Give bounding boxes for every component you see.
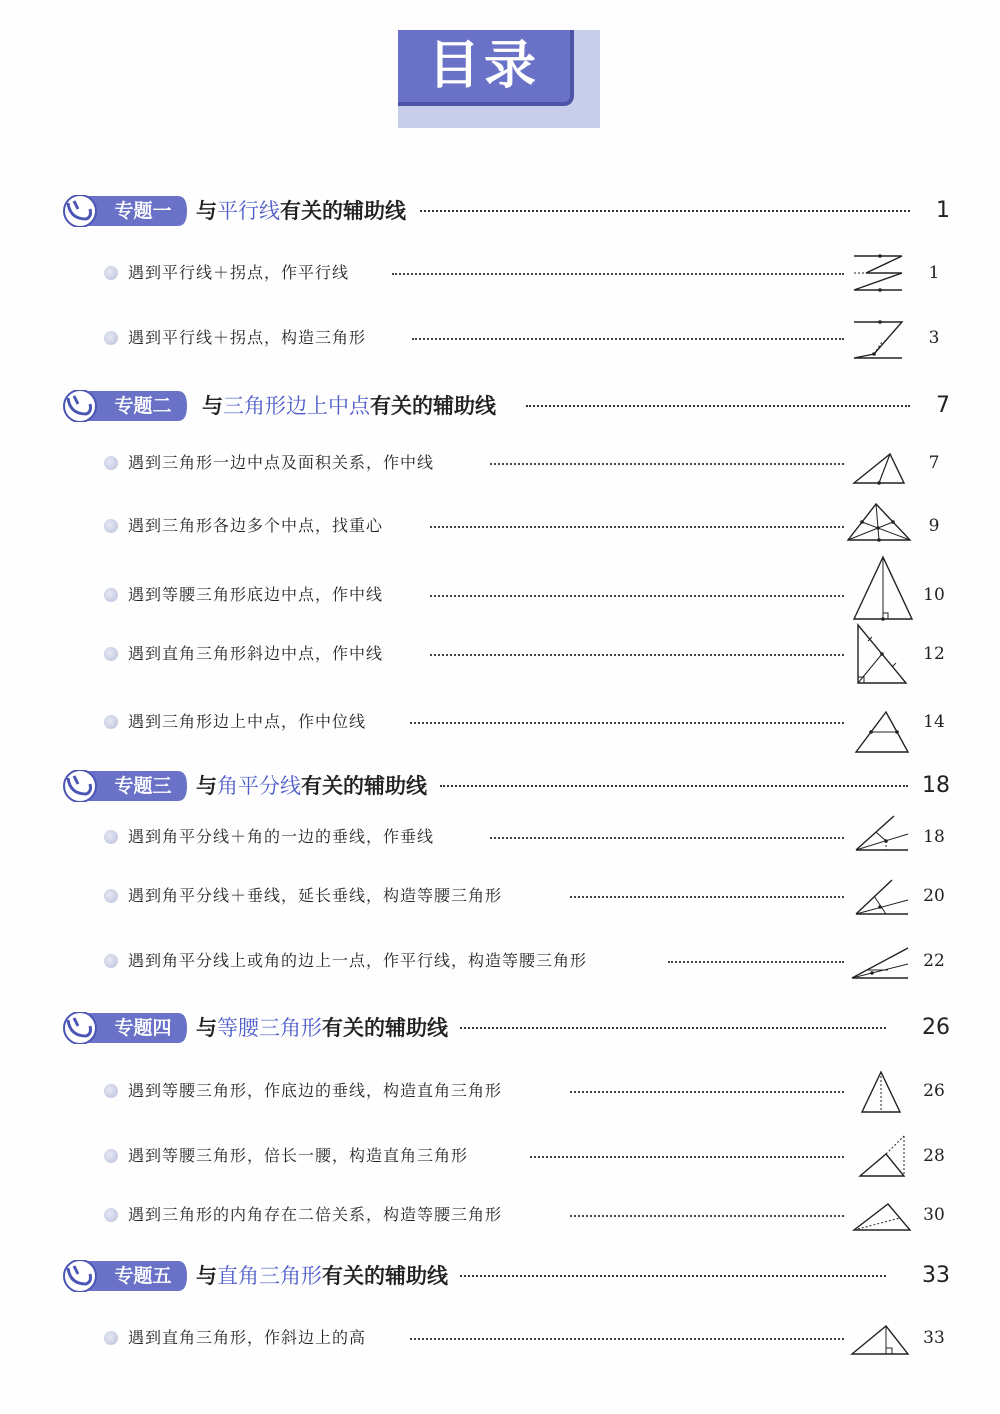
toc-item-label: 遇到等腰三角形，作底边的垂线，构造直角三角形 — [128, 1081, 503, 1100]
bullet-icon — [104, 331, 118, 345]
topic-badge-label: 专题二 — [114, 395, 172, 417]
toc-item-label: 遇到三角形一边中点及面积关系，作中线 — [128, 453, 435, 472]
dot-leader — [530, 1156, 844, 1158]
triangle-centroid-icon — [846, 500, 912, 544]
bullet-icon — [104, 647, 118, 661]
topic-heading-2[interactable] — [60, 388, 950, 424]
dot-leader — [570, 1091, 844, 1093]
dot-leader — [430, 654, 844, 656]
toc-item-label: 遇到直角三角形斜边中点，作中线 — [128, 644, 384, 663]
bisector-parallel-icon — [848, 944, 912, 982]
toc-item-label: 遇到角平分线＋角的一边的垂线，作垂线 — [128, 827, 435, 846]
toc-item-page: 28 — [923, 1146, 945, 1166]
toc-item[interactable] — [104, 580, 944, 610]
toc-item-label: 遇到直角三角形，作斜边上的高 — [128, 1328, 367, 1347]
topic-badge — [60, 195, 188, 227]
toc-item-label: 遇到三角形各边多个中点，找重心 — [128, 516, 384, 535]
toc-item-page: 3 — [928, 328, 940, 348]
toc-item-page: 10 — [923, 585, 945, 605]
bullet-icon — [104, 1084, 118, 1098]
toc-item-label: 遇到平行线＋拐点，构造三角形 — [128, 328, 367, 347]
topic-page-number: 26 — [922, 1015, 950, 1040]
topic-page-number: 18 — [922, 773, 950, 798]
toc-item-page: 7 — [928, 453, 940, 473]
toc-item[interactable] — [104, 1141, 944, 1171]
toc-item-label: 遇到三角形的内角存在二倍关系，构造等腰三角形 — [128, 1205, 503, 1224]
topic-title: 与等腰三角形有关的辅助线 — [196, 1016, 448, 1040]
bullet-icon — [104, 889, 118, 903]
topic-title: 与角平分线有关的辅助线 — [196, 774, 427, 798]
isosceles-altitude-icon — [858, 1068, 904, 1116]
topic-badge — [60, 1260, 188, 1292]
topic-badge-label: 专题一 — [114, 200, 172, 222]
toc-item[interactable] — [104, 881, 944, 911]
topic-page-number: 7 — [936, 393, 950, 418]
bullet-icon — [104, 519, 118, 533]
toc-item[interactable] — [104, 707, 944, 737]
toc-item-page: 22 — [923, 951, 945, 971]
page-title: 目录 — [398, 30, 574, 106]
topic-badge-label: 专题五 — [114, 1265, 172, 1287]
bullet-icon — [104, 456, 118, 470]
topic-title: 与三角形边上中点有关的辅助线 — [202, 394, 496, 418]
isosceles-double-icon — [856, 1134, 908, 1180]
toc-item-page: 30 — [923, 1205, 945, 1225]
bullet-icon — [104, 1149, 118, 1163]
toc-item[interactable] — [104, 323, 944, 353]
dot-leader — [490, 463, 844, 465]
toc-item[interactable] — [104, 448, 944, 478]
toc-item-label: 遇到角平分线上或角的边上一点，作平行线，构造等腰三角形 — [128, 951, 588, 970]
dot-leader — [526, 405, 910, 407]
toc-item-page: 14 — [923, 712, 945, 732]
toc-item[interactable] — [104, 511, 944, 541]
bullet-icon — [104, 266, 118, 280]
toc-item-page: 9 — [928, 516, 940, 536]
toc-item[interactable] — [104, 639, 944, 669]
zigzag-triangle-icon — [852, 318, 906, 362]
dot-leader — [430, 595, 844, 597]
toc-item-page: 33 — [923, 1328, 945, 1348]
dot-leader — [392, 273, 844, 275]
topic-badge — [60, 390, 188, 422]
toc-item-page: 26 — [923, 1081, 945, 1101]
dot-leader — [460, 1275, 886, 1277]
toc-item-label: 遇到等腰三角形底边中点，作中线 — [128, 585, 384, 604]
bullet-icon — [104, 830, 118, 844]
dot-leader — [490, 837, 844, 839]
bullet-icon — [104, 588, 118, 602]
bisector-perpendicular-icon — [852, 812, 912, 854]
double-angle-icon — [850, 1198, 914, 1234]
dot-leader — [570, 896, 844, 898]
toc-item-page: 20 — [923, 886, 945, 906]
toc-item-label: 遇到平行线＋拐点，作平行线 — [128, 263, 350, 282]
topic-badge — [60, 770, 188, 802]
topic-page-number: 33 — [922, 1263, 950, 1288]
toc-item-page: 18 — [923, 827, 945, 847]
dot-leader — [412, 338, 844, 340]
dot-leader — [420, 210, 910, 212]
toc-item[interactable] — [104, 1323, 944, 1353]
toc-item[interactable] — [104, 822, 944, 852]
toc-item-page: 1 — [928, 263, 940, 283]
hypotenuse-altitude-icon — [848, 1322, 912, 1358]
triangle-median-icon — [850, 450, 908, 486]
dot-leader — [440, 785, 908, 787]
toc-item[interactable] — [104, 258, 944, 288]
topic-badge — [60, 1012, 188, 1044]
dot-leader — [430, 526, 844, 528]
dot-leader — [410, 1338, 844, 1340]
topic-heading-4[interactable] — [60, 1010, 950, 1046]
toc-item[interactable] — [104, 1200, 944, 1230]
toc-item[interactable] — [104, 1076, 944, 1106]
topic-title: 与平行线有关的辅助线 — [196, 199, 406, 223]
toc-item-page: 12 — [923, 644, 945, 664]
topic-heading-3[interactable] — [60, 768, 950, 804]
dot-leader — [410, 722, 844, 724]
bullet-icon — [104, 715, 118, 729]
bisector-extend-icon — [852, 876, 912, 918]
bullet-icon — [104, 954, 118, 968]
dot-leader — [570, 1215, 844, 1217]
dot-leader — [668, 961, 844, 963]
topic-badge-label: 专题四 — [114, 1017, 172, 1039]
triangle-midline-icon — [852, 708, 912, 756]
dot-leader — [460, 1027, 886, 1029]
topic-heading-1[interactable] — [60, 193, 950, 229]
topic-page-number: 1 — [936, 198, 950, 223]
title-box — [398, 30, 600, 128]
toc-item[interactable] — [104, 946, 944, 976]
toc-item-label: 遇到等腰三角形，倍长一腰，构造直角三角形 — [128, 1146, 469, 1165]
zigzag-parallel-icon — [852, 252, 906, 294]
topic-heading-5[interactable] — [60, 1258, 950, 1294]
topic-badge-label: 专题三 — [114, 775, 172, 797]
right-triangle-median-icon — [854, 623, 910, 687]
isosceles-median-icon — [850, 554, 916, 622]
toc-item-label: 遇到三角形边上中点，作中位线 — [128, 712, 367, 731]
bullet-icon — [104, 1208, 118, 1222]
topic-title: 与直角三角形有关的辅助线 — [196, 1264, 448, 1288]
bullet-icon — [104, 1331, 118, 1345]
toc-item-label: 遇到角平分线＋垂线，延长垂线，构造等腰三角形 — [128, 886, 503, 905]
